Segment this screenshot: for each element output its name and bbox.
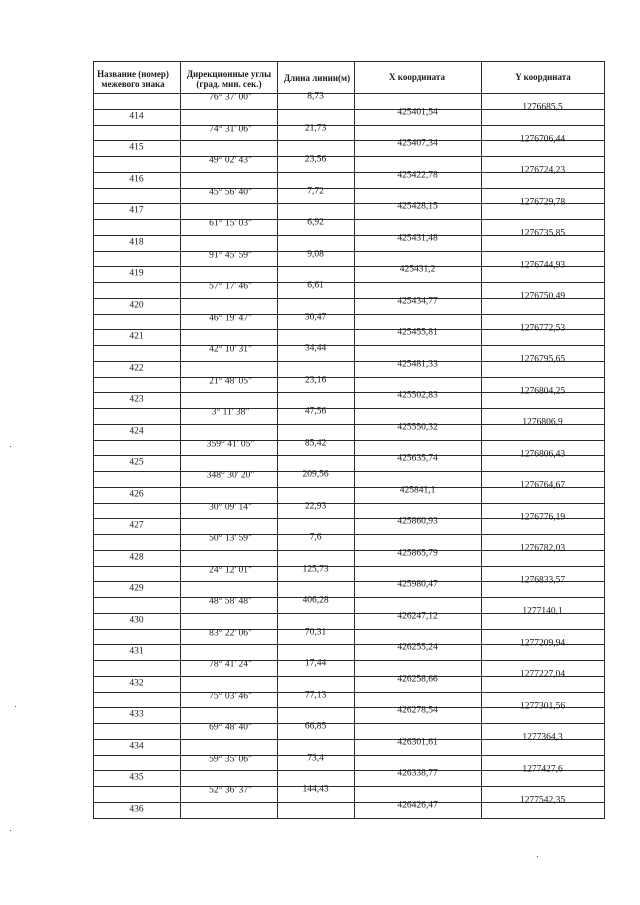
y-coordinate: 1276806,9 bbox=[522, 417, 563, 428]
row-divider bbox=[354, 613, 605, 614]
row-divider bbox=[354, 597, 605, 598]
header-y-coordinate: Y координата bbox=[515, 72, 571, 82]
point-name: 427 bbox=[129, 520, 144, 531]
row-divider bbox=[93, 188, 181, 189]
row-divider bbox=[93, 802, 181, 803]
x-coordinate: 425431,48 bbox=[397, 233, 438, 243]
row-divider bbox=[354, 282, 605, 283]
row-divider bbox=[93, 266, 181, 267]
point-name: 428 bbox=[129, 552, 144, 562]
row-divider bbox=[180, 392, 355, 393]
point-name: 415 bbox=[129, 142, 144, 153]
row-divider bbox=[93, 140, 181, 141]
x-coordinate: 426338,77 bbox=[397, 768, 438, 779]
scan-speck bbox=[10, 446, 11, 447]
row-divider bbox=[354, 188, 605, 189]
header-bottom-border bbox=[93, 93, 605, 94]
row-divider bbox=[354, 219, 605, 220]
row-divider bbox=[93, 786, 181, 787]
x-coordinate: 425980,47 bbox=[397, 579, 438, 590]
y-coordinate: 1276833,57 bbox=[519, 575, 566, 585]
row-divider bbox=[354, 424, 605, 425]
y-coordinate: 1276685,5 bbox=[522, 102, 563, 113]
x-coordinate: 425434,77 bbox=[397, 296, 438, 306]
row-divider bbox=[93, 660, 181, 661]
y-coordinate: 1277542,35 bbox=[519, 795, 566, 806]
x-coordinate: 425422,78 bbox=[397, 170, 438, 180]
row-divider bbox=[354, 676, 605, 677]
line-length: 6,92 bbox=[307, 217, 324, 228]
y-coordinate: 1276744,93 bbox=[519, 260, 566, 270]
row-divider bbox=[354, 692, 605, 693]
point-name: 421 bbox=[129, 331, 144, 342]
row-divider bbox=[180, 109, 355, 110]
row-divider bbox=[180, 298, 355, 299]
x-coordinate: 425407,34 bbox=[397, 138, 438, 149]
x-coordinate: 425860,93 bbox=[397, 516, 438, 527]
point-name: 432 bbox=[129, 678, 144, 688]
direction-angle: 75° 03' 46" bbox=[209, 691, 252, 701]
row-divider bbox=[93, 298, 181, 299]
row-divider bbox=[180, 172, 355, 173]
row-divider bbox=[354, 235, 605, 236]
point-name: 422 bbox=[129, 363, 144, 373]
direction-angle: 21° 48' 05" bbox=[209, 376, 252, 386]
row-divider bbox=[354, 251, 605, 252]
y-coordinate: 1277427,6 bbox=[522, 764, 563, 774]
row-divider bbox=[180, 692, 355, 693]
row-divider bbox=[354, 314, 605, 315]
row-divider bbox=[93, 455, 181, 456]
row-divider bbox=[93, 235, 181, 236]
line-length: 77,13 bbox=[304, 690, 327, 700]
direction-angle: 76° 37' 00" bbox=[209, 92, 252, 103]
row-divider bbox=[354, 518, 605, 519]
point-name: 423 bbox=[129, 394, 144, 405]
line-length: 47,56 bbox=[304, 406, 327, 417]
scan-speck bbox=[537, 856, 538, 857]
y-coordinate: 1276772,53 bbox=[519, 323, 566, 333]
y-coordinate: 1277209,94 bbox=[519, 638, 566, 648]
row-divider bbox=[354, 786, 605, 787]
direction-angle: 3° 11' 38" bbox=[211, 407, 250, 418]
x-coordinate: 425550,32 bbox=[397, 422, 438, 432]
row-divider bbox=[354, 266, 605, 267]
line-length: 23,16 bbox=[304, 375, 327, 385]
direction-angle: 61° 15' 03" bbox=[209, 218, 252, 229]
row-divider bbox=[93, 707, 181, 708]
row-divider bbox=[93, 156, 181, 157]
line-length: 70,31 bbox=[304, 627, 327, 637]
row-divider bbox=[93, 770, 181, 771]
row-divider bbox=[180, 282, 355, 283]
row-divider bbox=[93, 597, 181, 598]
table-bottom-border bbox=[93, 818, 605, 819]
row-divider bbox=[180, 723, 355, 724]
row-divider bbox=[93, 534, 181, 535]
direction-angle: 52° 36' 37" bbox=[209, 785, 252, 796]
row-divider bbox=[180, 676, 355, 677]
row-divider bbox=[354, 550, 605, 551]
row-divider bbox=[93, 424, 181, 425]
row-divider bbox=[180, 613, 355, 614]
row-divider bbox=[180, 550, 355, 551]
row-divider bbox=[180, 581, 355, 582]
line-length: 73,4 bbox=[307, 753, 324, 763]
row-divider bbox=[354, 707, 605, 708]
row-divider bbox=[354, 408, 605, 409]
row-divider bbox=[354, 644, 605, 645]
point-name: 419 bbox=[129, 268, 144, 279]
row-divider bbox=[93, 755, 181, 756]
row-divider bbox=[93, 723, 181, 724]
header-x-coordinate: X координата bbox=[389, 72, 445, 82]
direction-angle: 24° 12' 01" bbox=[209, 565, 252, 575]
row-divider bbox=[93, 329, 181, 330]
row-divider bbox=[180, 329, 355, 330]
line-length: 17,44 bbox=[304, 658, 327, 669]
row-divider bbox=[93, 487, 181, 488]
row-divider bbox=[180, 266, 355, 267]
scan-speck bbox=[15, 706, 16, 707]
line-length: 22,93 bbox=[304, 501, 327, 511]
header-point-name: Название (номер) межевого знака bbox=[97, 69, 169, 89]
row-divider bbox=[93, 361, 181, 362]
row-divider bbox=[180, 518, 355, 519]
direction-angle: 74° 31' 06" bbox=[209, 124, 252, 134]
point-name: 433 bbox=[129, 709, 144, 720]
x-coordinate: 425481,33 bbox=[397, 359, 438, 369]
direction-angle: 48° 58' 48" bbox=[209, 596, 252, 607]
row-divider bbox=[93, 203, 181, 204]
direction-angle: 91° 45' 59" bbox=[209, 250, 252, 260]
y-coordinate: 1276706,44 bbox=[519, 134, 566, 144]
row-divider bbox=[93, 644, 181, 645]
row-divider bbox=[180, 361, 355, 362]
line-length: 406,28 bbox=[302, 595, 329, 606]
row-divider bbox=[354, 345, 605, 346]
line-length: 21,73 bbox=[304, 123, 327, 133]
table-top-border bbox=[93, 61, 605, 62]
direction-angle: 46° 19' 47" bbox=[209, 313, 252, 323]
row-divider bbox=[180, 156, 355, 157]
row-divider bbox=[354, 156, 605, 157]
point-name: 436 bbox=[129, 804, 144, 814]
point-name: 425 bbox=[129, 457, 144, 468]
row-divider bbox=[180, 487, 355, 488]
scan-speck bbox=[10, 830, 11, 831]
line-length: 66,85 bbox=[304, 721, 327, 732]
direction-angle: 359° 41' 05" bbox=[206, 439, 255, 449]
row-divider bbox=[93, 518, 181, 519]
point-name: 429 bbox=[129, 583, 144, 594]
row-divider bbox=[354, 723, 605, 724]
line-length: 8,73 bbox=[307, 91, 324, 102]
direction-angle: 49° 02' 43" bbox=[209, 155, 252, 166]
direction-angle: 69° 48' 40" bbox=[209, 722, 252, 733]
row-divider bbox=[93, 692, 181, 693]
row-divider bbox=[180, 566, 355, 567]
x-coordinate: 425428,15 bbox=[397, 201, 438, 212]
row-divider bbox=[93, 550, 181, 551]
row-divider bbox=[93, 219, 181, 220]
row-divider bbox=[354, 660, 605, 661]
y-coordinate: 1276795,65 bbox=[519, 354, 566, 365]
row-divider bbox=[180, 644, 355, 645]
row-divider bbox=[180, 140, 355, 141]
row-divider bbox=[93, 392, 181, 393]
direction-angle: 45° 56' 40" bbox=[209, 187, 252, 197]
row-divider bbox=[354, 361, 605, 362]
y-coordinate: 1277227,04 bbox=[519, 669, 566, 680]
point-name: 435 bbox=[129, 772, 144, 783]
row-divider bbox=[354, 455, 605, 456]
point-name: 430 bbox=[129, 615, 144, 625]
direction-angle: 57° 17' 46" bbox=[209, 281, 252, 292]
direction-angle: 50° 13' 59" bbox=[209, 533, 252, 544]
point-name: 414 bbox=[129, 111, 144, 121]
point-name: 417 bbox=[129, 205, 144, 216]
point-name: 416 bbox=[129, 174, 144, 184]
row-divider bbox=[354, 566, 605, 567]
x-coordinate: 425635,74 bbox=[397, 453, 438, 464]
row-divider bbox=[354, 770, 605, 771]
x-coordinate: 425455,81 bbox=[397, 327, 438, 338]
row-divider bbox=[354, 125, 605, 126]
row-divider bbox=[93, 503, 181, 504]
row-divider bbox=[354, 109, 605, 110]
row-divider bbox=[93, 613, 181, 614]
row-divider bbox=[354, 629, 605, 630]
y-coordinate: 1276724,23 bbox=[519, 165, 566, 176]
row-divider bbox=[180, 707, 355, 708]
row-divider bbox=[93, 566, 181, 567]
point-name: 426 bbox=[129, 489, 144, 499]
row-divider bbox=[180, 235, 355, 236]
row-divider bbox=[180, 802, 355, 803]
row-divider bbox=[354, 534, 605, 535]
row-divider bbox=[354, 487, 605, 488]
line-length: 7,72 bbox=[307, 186, 324, 196]
line-length: 23,56 bbox=[304, 154, 327, 165]
line-length: 9,08 bbox=[307, 249, 324, 259]
line-length: 85,42 bbox=[304, 438, 327, 448]
x-coordinate: 426255,24 bbox=[397, 642, 438, 653]
x-coordinate: 425431,2 bbox=[399, 264, 436, 275]
point-name: 418 bbox=[129, 237, 144, 247]
row-divider bbox=[93, 314, 181, 315]
line-length: 30,47 bbox=[304, 312, 327, 322]
line-length: 6,61 bbox=[307, 280, 324, 291]
row-divider bbox=[93, 109, 181, 110]
y-coordinate: 1276750,49 bbox=[519, 291, 566, 302]
row-divider bbox=[180, 786, 355, 787]
row-divider bbox=[93, 345, 181, 346]
row-divider bbox=[354, 503, 605, 504]
y-coordinate: 1276806,43 bbox=[519, 449, 566, 459]
direction-angle: 30° 09' 14" bbox=[209, 502, 252, 512]
row-divider bbox=[354, 329, 605, 330]
row-divider bbox=[180, 770, 355, 771]
row-divider bbox=[354, 440, 605, 441]
x-coordinate: 426278,54 bbox=[397, 705, 438, 716]
row-divider bbox=[180, 188, 355, 189]
row-divider bbox=[354, 802, 605, 803]
row-divider bbox=[354, 471, 605, 472]
y-coordinate: 1277140,1 bbox=[522, 606, 563, 617]
direction-angle: 78° 41' 24" bbox=[209, 659, 252, 670]
row-divider bbox=[180, 503, 355, 504]
x-coordinate: 426301,61 bbox=[397, 737, 438, 747]
row-divider bbox=[93, 172, 181, 173]
row-divider bbox=[93, 282, 181, 283]
row-divider bbox=[354, 172, 605, 173]
direction-angle: 348° 30' 20" bbox=[206, 470, 255, 481]
row-divider bbox=[354, 377, 605, 378]
row-divider bbox=[354, 739, 605, 740]
row-divider bbox=[93, 408, 181, 409]
row-divider bbox=[354, 140, 605, 141]
x-coordinate: 426426,47 bbox=[397, 800, 438, 810]
row-divider bbox=[93, 251, 181, 252]
y-coordinate: 1276764,67 bbox=[519, 480, 566, 491]
row-divider bbox=[180, 345, 355, 346]
row-divider bbox=[93, 676, 181, 677]
row-divider bbox=[180, 219, 355, 220]
row-divider bbox=[93, 739, 181, 740]
x-coordinate: 425841,1 bbox=[399, 485, 436, 495]
row-divider bbox=[93, 440, 181, 441]
line-length: 209,56 bbox=[302, 469, 329, 480]
row-divider bbox=[180, 314, 355, 315]
x-coordinate: 425401,54 bbox=[397, 107, 438, 117]
row-divider bbox=[93, 581, 181, 582]
header-line-length: Длина линии(м) bbox=[283, 73, 351, 83]
row-divider bbox=[180, 251, 355, 252]
x-coordinate: 426247,12 bbox=[397, 611, 438, 621]
point-name: 434 bbox=[129, 741, 144, 751]
row-divider bbox=[180, 203, 355, 204]
row-divider bbox=[180, 408, 355, 409]
row-divider bbox=[180, 534, 355, 535]
y-coordinate: 1276776,19 bbox=[519, 512, 566, 522]
row-divider bbox=[180, 424, 355, 425]
row-divider bbox=[354, 392, 605, 393]
row-divider bbox=[180, 755, 355, 756]
row-divider bbox=[180, 739, 355, 740]
row-divider bbox=[180, 629, 355, 630]
y-coordinate: 1277301,56 bbox=[519, 701, 566, 711]
x-coordinate: 425502,83 bbox=[397, 390, 438, 401]
y-coordinate: 1276804,25 bbox=[519, 386, 566, 396]
row-divider bbox=[93, 471, 181, 472]
row-divider bbox=[180, 377, 355, 378]
row-divider bbox=[93, 629, 181, 630]
row-divider bbox=[180, 660, 355, 661]
row-divider bbox=[354, 755, 605, 756]
row-divider bbox=[93, 377, 181, 378]
row-divider bbox=[354, 203, 605, 204]
row-divider bbox=[180, 597, 355, 598]
y-coordinate: 1276729,78 bbox=[519, 197, 566, 207]
y-coordinate: 1277364,3 bbox=[522, 732, 563, 743]
line-length: 7,6 bbox=[309, 532, 322, 543]
point-name: 431 bbox=[129, 646, 144, 657]
line-length: 125,73 bbox=[302, 564, 329, 574]
row-divider bbox=[180, 125, 355, 126]
direction-angle: 42° 10' 31" bbox=[209, 344, 252, 355]
y-coordinate: 1276782,03 bbox=[519, 543, 566, 554]
direction-angle: 59° 35' 06" bbox=[209, 754, 252, 764]
direction-angle: 83° 22' 06" bbox=[209, 628, 252, 638]
line-length: 34,44 bbox=[304, 343, 327, 354]
header-direction-angle: Дирекционные углы (град. мин. сек.) bbox=[186, 69, 272, 89]
row-divider bbox=[93, 125, 181, 126]
row-divider bbox=[354, 581, 605, 582]
point-name: 424 bbox=[129, 426, 144, 436]
x-coordinate: 425865,79 bbox=[397, 548, 438, 558]
x-coordinate: 426258,66 bbox=[397, 674, 438, 684]
y-coordinate: 1276735,85 bbox=[519, 228, 566, 239]
point-name: 420 bbox=[129, 300, 144, 310]
row-divider bbox=[354, 298, 605, 299]
row-divider bbox=[180, 455, 355, 456]
line-length: 144,43 bbox=[302, 784, 329, 795]
